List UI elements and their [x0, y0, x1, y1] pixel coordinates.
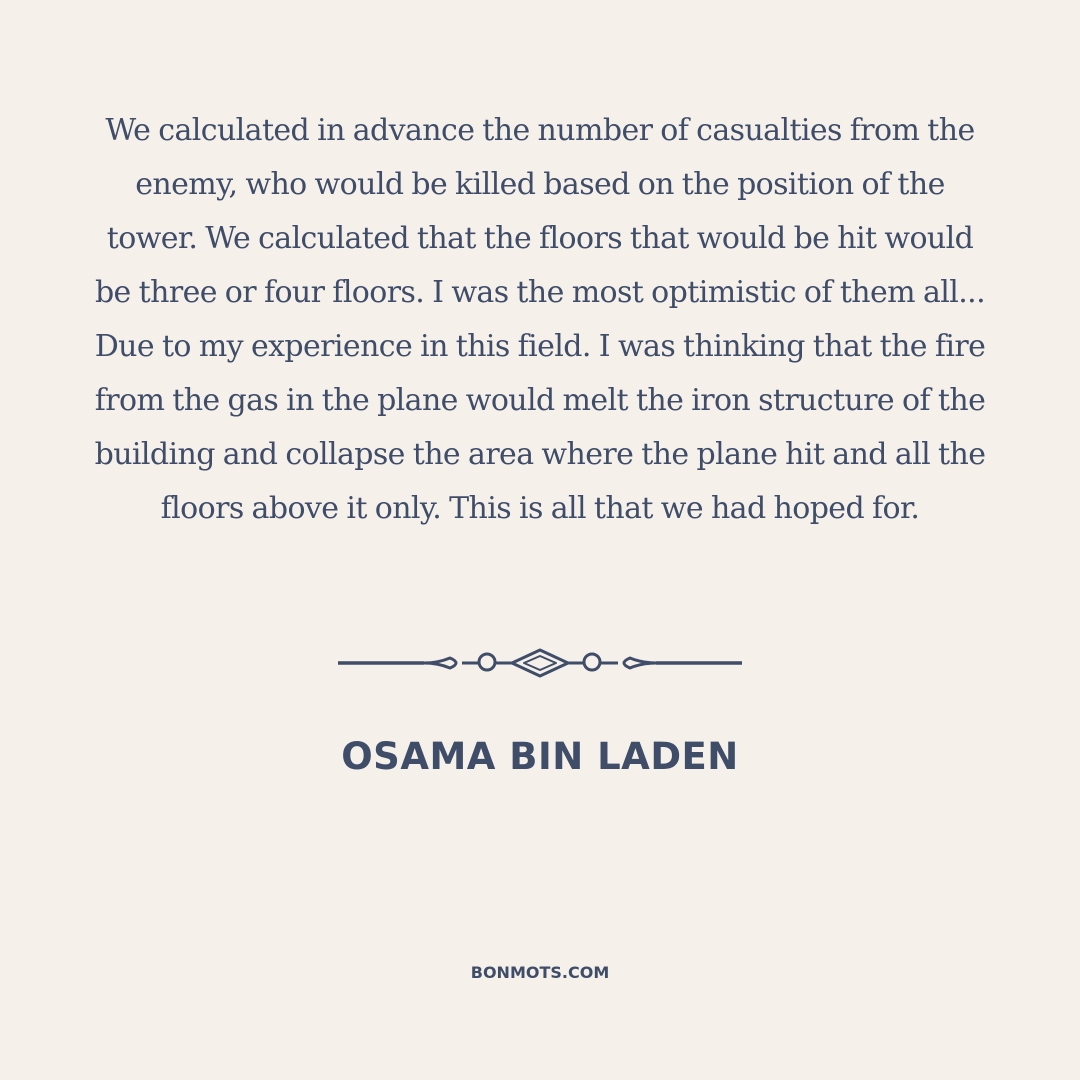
quote-author: OSAMA BIN LADEN — [341, 735, 739, 778]
site-link[interactable]: BONMOTS.COM — [470, 963, 610, 982]
quote-text: We calculated in advance the number of casualties from the enemy, who would be killed based on the position of the tower. We calculated that the floors that would be hit would be three or four floors. I was the most optimistic of them all... Due to my experience in this field. I was thinking that the fire from the gas in the plane would melt the iron structure of the building and collapse the area where the plane hit and all the floors above it only. This is all that we had hoped for. — [94, 113, 986, 526]
ornamental-divider-icon — [336, 646, 744, 680]
